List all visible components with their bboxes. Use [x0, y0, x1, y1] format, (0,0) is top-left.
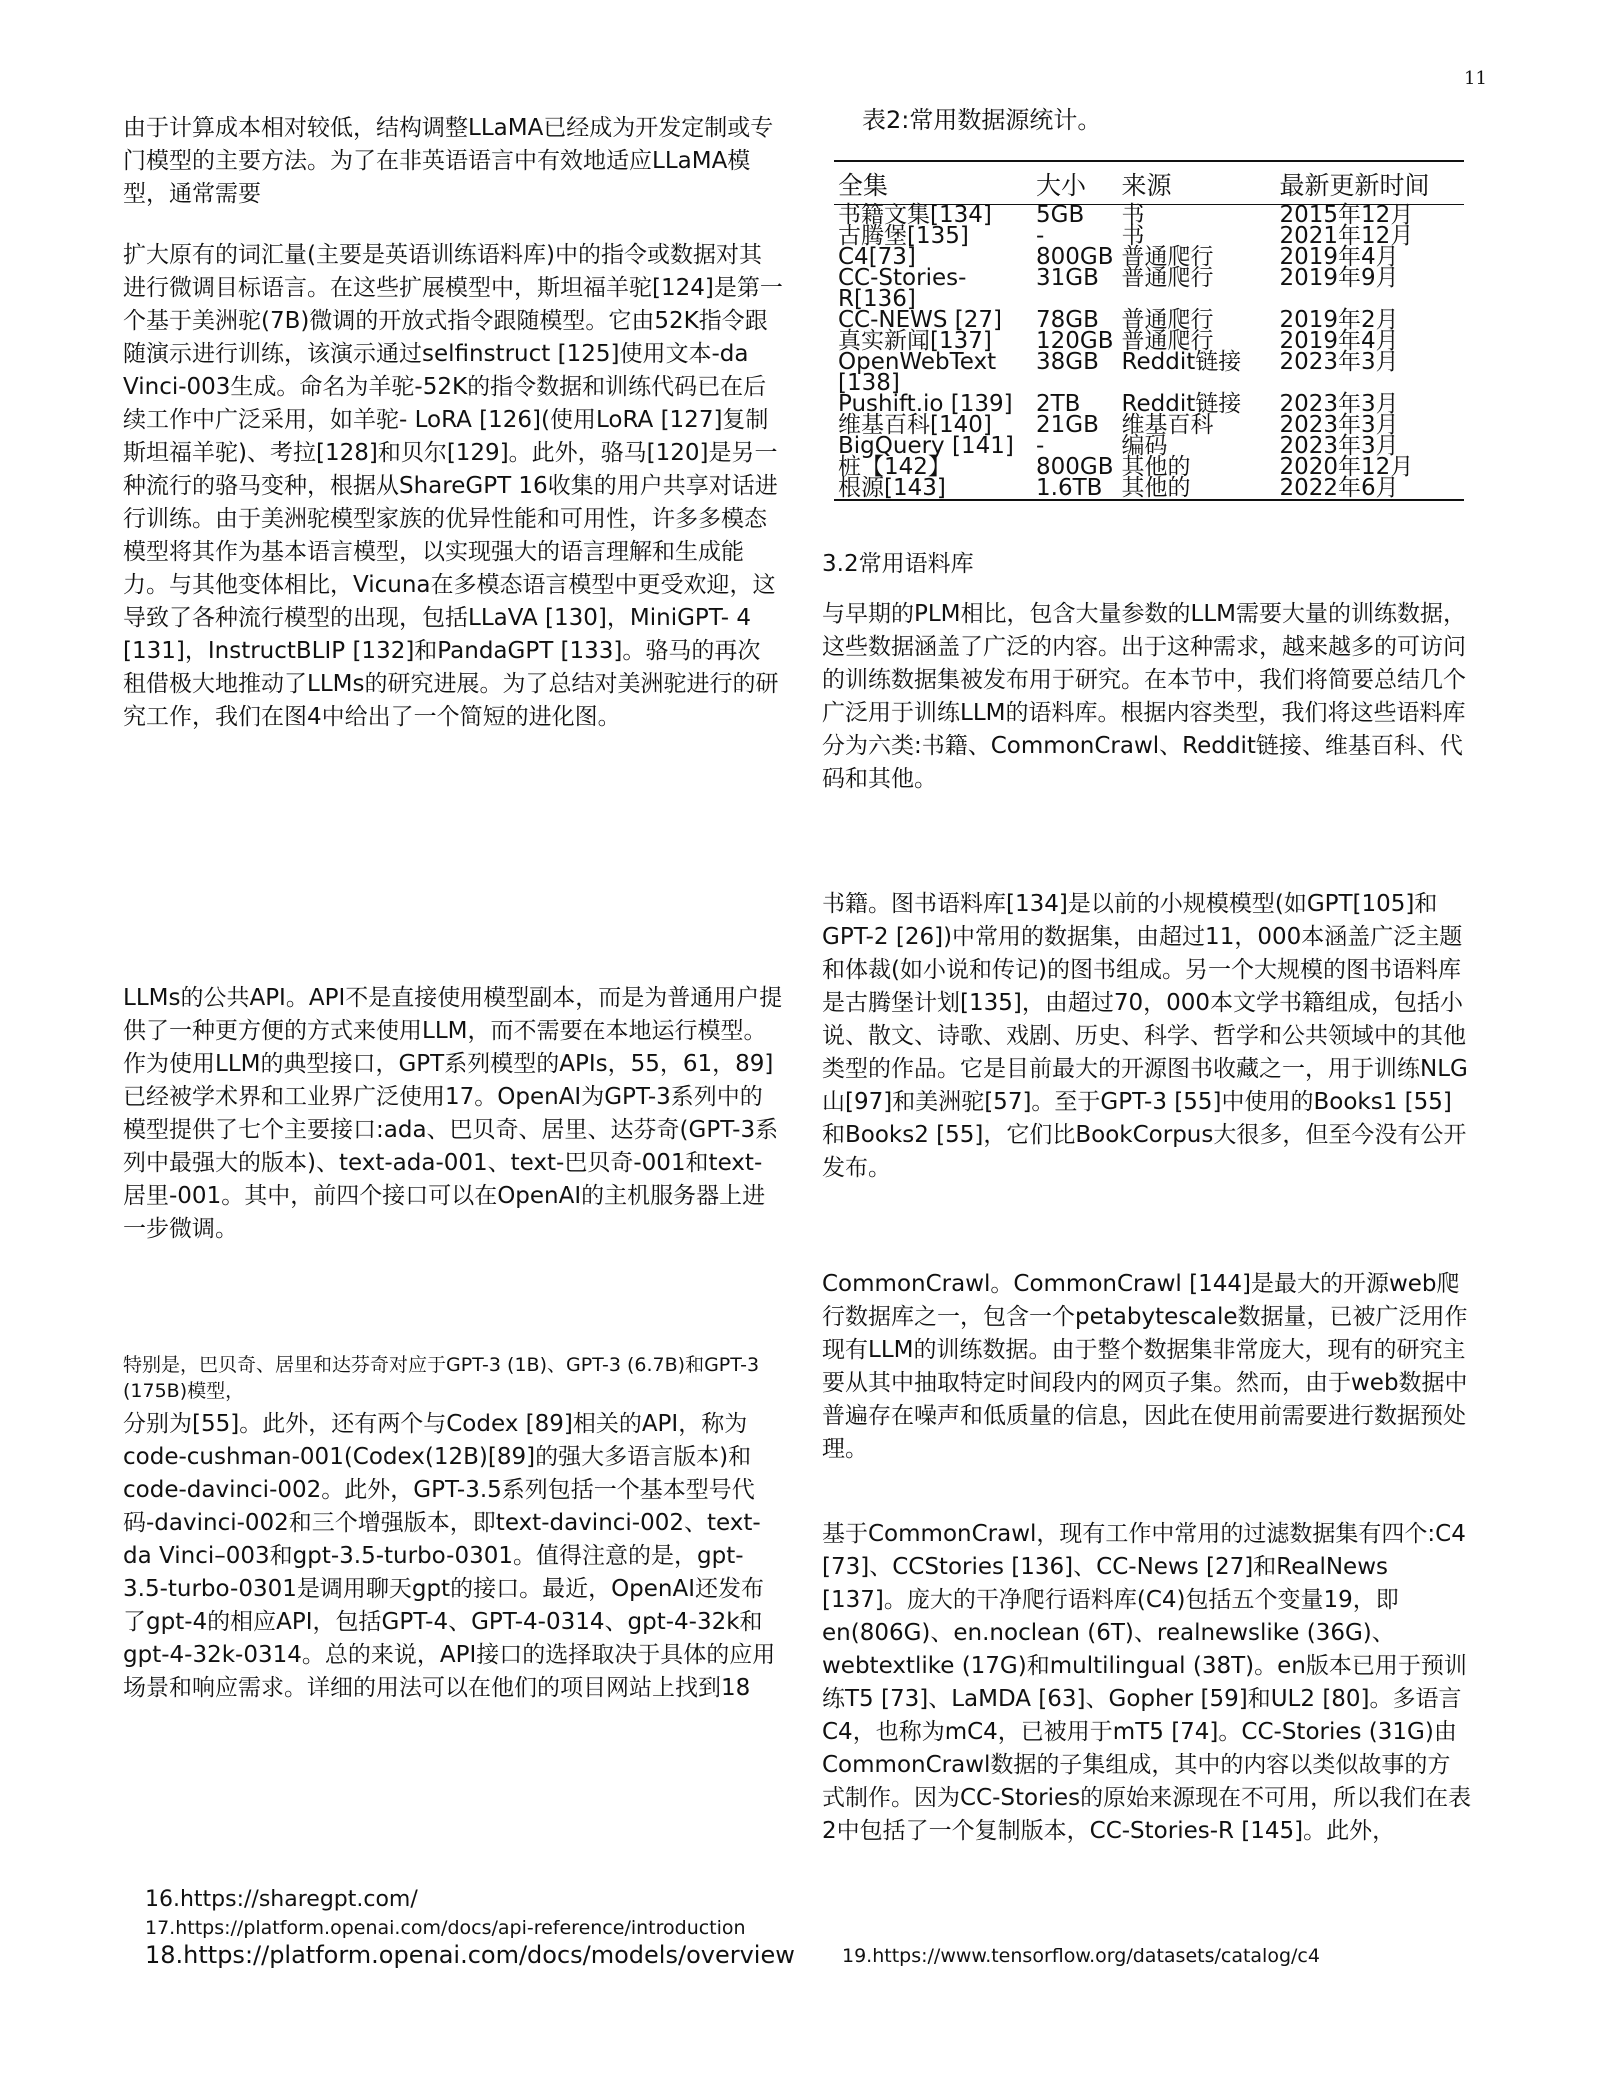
left-column-api	[123, 982, 783, 1246]
specifically-paragraph: 特别是，巴贝奇、居里和达芬奇对应于GPT-3 (1B)、GPT-3 (6.7B)和GPT-3 (175B)模型，	[123, 1354, 760, 1402]
left-column-codex	[123, 1352, 783, 1705]
right-column-corpora	[822, 548, 1472, 796]
table-cell: 5GB	[1036, 202, 1085, 228]
table-row	[834, 352, 1464, 394]
api-paragraph: LLMs的公共API。API不是直接使用模型副本，而是为普通用户提供了一种更方便的方式来使用LLM，而不需要在本地运行模型。作为使用LLM的典型接口，GPT系列模型的APIs，55，61，89]已经被学术界和工业界广泛使用17。OpenAI为GPT-3系列中的模型提供了七个主要接口:ada、巴贝奇、居里、达芬奇(GPT-3系列中最强大的版本)、text-ada-001、text-巴贝奇-001和text-居里-001。其中，前四个接口可以在OpenAI的主机服务器上进一步微调。	[123, 985, 783, 1242]
table-cell: 普通爬行	[1121, 328, 1214, 354]
table-cell: 2023年3月	[1279, 412, 1399, 438]
right-column-filtered	[822, 1518, 1472, 1848]
table-cell: CC-NEWS [27]	[838, 307, 1003, 333]
table-cell: -	[1036, 433, 1045, 459]
table-cell: 21GB	[1036, 412, 1099, 438]
table-cell: 其他的	[1121, 454, 1191, 480]
books-paragraph: 书籍。图书语料库[134]是以前的小规模模型(如GPT[105]和GPT-2 [26])中常用的数据集，由超过11，000本涵盖广泛主题和体裁(如小说和传记)的图书组成。另一个大规模的图书语料库是古腾堡计划[135]，由超过70，000本文学书籍组成，包括小说、散文、诗歌、戏剧、历史、科学、哲学和公共领域中的其他类型的作品。它是目前最大的开源图书收藏之一，用于训练NLG山[97]和美洲驼[57]。至于GPT-3 [55]中使用的Books1 [55]和Books2 [55]，它们比BookCorpus大很多，但至今没有公开发布。	[822, 891, 1468, 1181]
commoncrawl-paragraph: CommonCrawl。CommonCrawl [144]是最大的开源web爬行数据库之一，包含一个petabytescale数据量，已被广泛用作现有LLM的训练数据。由于整个数据集非常庞大，现有的研究主要从其中抽取特定时间段内的网页子集。然而，由于web数据中普遍存在噪声和低质量的信息，因此在使用前需要进行数据预处理。	[822, 1271, 1468, 1462]
table-cell: -	[1036, 223, 1045, 249]
footnote-18: 18.https://platform.openai.com/docs/models/overview	[145, 1941, 795, 1969]
table-cell: 2020年12月	[1279, 454, 1414, 480]
table-cell: 编码	[1121, 433, 1168, 459]
table-cell: 2015年12月	[1279, 202, 1414, 228]
table-cell: 800GB	[1036, 454, 1114, 480]
right-column-commoncrawl	[822, 1268, 1472, 1466]
table-cell: BigQuery [141]	[838, 433, 1014, 459]
table-cell: Reddit链接	[1121, 349, 1242, 375]
codex-paragraph: 分别为[55]。此外，还有两个与Codex [89]相关的API，称为code-cushman-001(Codex(12B)[89]的强大多语言版本)和code-davinci-002。此外，GPT-3.5系列包括一个基本型号代码-davinci-002和三个增强版本，即text-davinci-002、text-da Vinci–003和gpt-3.5-turbo-0301。值得注意的是，gpt-3.5-turbo-0301是调用聊天gpt的接口。最近，OpenAI还发布了gpt-4的相应API，包括GPT-4、GPT-4-0314、gpt-4-32k和gpt-4-32k-0314。总的来说，API接口的选择取决于具体的应用场景和响应需求。详细的用法可以在他们的项目网站上找到18	[123, 1411, 776, 1701]
table-cell: 1.6TB	[1036, 475, 1103, 501]
table-caption: 表2:常用数据源统计。	[862, 106, 1102, 134]
table-cell: 2023年3月	[1279, 433, 1399, 459]
table-cell: 普通爬行	[1121, 244, 1214, 270]
table-cell: OpenWebText [138]	[838, 349, 997, 396]
table-cell: 书籍文集[134]	[838, 202, 992, 228]
table-cell: C4[73]	[838, 244, 916, 270]
table-header-row	[834, 161, 1464, 205]
table-cell: 800GB	[1036, 244, 1114, 270]
table-cell: 2TB	[1036, 391, 1081, 417]
table-cell: 2019年4月	[1279, 328, 1399, 354]
table-cell: 书	[1121, 223, 1145, 249]
table-row	[834, 478, 1464, 500]
table-cell: 2023年3月	[1279, 391, 1399, 417]
table-cell: 2022年6月	[1279, 475, 1399, 501]
table-cell: Pushift.io [139]	[838, 391, 1013, 417]
footnote-19: 19.https://www.tensorflow.org/datasets/catalog/c4	[842, 1945, 1320, 1967]
table-cell: 桩【142】	[838, 454, 951, 480]
table-cell: 维基百科[140]	[838, 412, 992, 438]
table-header: 最新更新时间	[1276, 161, 1464, 205]
table-cell: 31GB	[1036, 265, 1099, 291]
table-cell: 真实新闻[137]	[838, 328, 992, 354]
intro-paragraph: 由于计算成本相对较低，结构调整LLaMA已经成为开发定制或专门模型的主要方法。为了在非英语语言中有效地适应LLaMA模型，通常需要	[123, 115, 774, 207]
section-title: 3.2常用语料库	[822, 551, 974, 577]
right-column-books	[822, 888, 1472, 1185]
table-cell: 2021年12月	[1279, 223, 1414, 249]
table-cell: 78GB	[1036, 307, 1099, 333]
table-header: 大小	[1032, 161, 1118, 205]
table-cell: 根源[143]	[838, 475, 946, 501]
corpora-intro-paragraph: 与早期的PLM相比，包含大量参数的LLM需要大量的训练数据，这些数据涵盖了广泛的内容。出于这种需求，越来越多的可访问的训练数据集被发布用于研究。在本节中，我们将简要总结几个广泛用于训练LLM的语料库。根据内容类型，我们将这些语料库分为六类:书籍、CommonCrawl、Reddit链接、维基百科、代码和其他。	[822, 601, 1466, 792]
table-cell: 其他的	[1121, 475, 1191, 501]
data-source-table	[834, 160, 1464, 501]
table-cell: 2019年9月	[1279, 265, 1399, 291]
footnote-16: 16.https://sharegpt.com/	[145, 1887, 418, 1912]
table-cell: 2023年3月	[1279, 349, 1399, 375]
vocab-paragraph: 扩大原有的词汇量(主要是英语训练语料库)中的指令或数据对其进行微调目标语言。在这些扩展模型中，斯坦福羊驼[124]是第一个基于美洲驼(7B)微调的开放式指令跟随模型。它由52K指令跟随演示进行训练，该演示通过selfinstruct [125]使用文本-da Vinci-003生成。命名为羊驼-52K的指令数据和训练代码已在后续工作中广泛采用，如羊驼- LoRA [126](使用LoRA [127]复制斯坦福羊驼)、考拉[128]和贝尔[129]。此外，骆马[120]是另一种流行的骆马变种，根据从ShareGPT 16收集的用户共享对话进行训练。由于美洲驼模型家族的优异性能和可用性，许多多模态模型将其作为基本语言模型，以实现强大的语言理解和生成能力。与其他变体相比，Vicuna在多模态语言模型中更受欢迎，这导致了各种流行模型的出现，包括LLaVA [130]，MiniGPT- 4 [131]，InstructBLIP [132]和PandaGPT [133]。骆马的再次租借极大地推动了LLMs的研究进展。为了总结对美洲驼进行的研究工作，我们在图4中给出了一个简短的进化图。	[123, 242, 783, 730]
table-cell: 2019年2月	[1279, 307, 1399, 333]
table-header: 全集	[834, 161, 1032, 205]
table-cell: 维基百科	[1121, 412, 1214, 438]
page-number: 11	[1464, 68, 1487, 89]
footnote-17: 17.https://platform.openai.com/docs/api-reference/introduction	[145, 1917, 746, 1939]
left-column	[123, 112, 783, 734]
table-cell: 古腾堡[135]	[838, 223, 969, 249]
table-header: 来源	[1118, 161, 1276, 205]
table-cell: 普通爬行	[1121, 307, 1214, 333]
table-body	[834, 202, 1464, 501]
table-cell: 普通爬行	[1121, 265, 1214, 291]
table-cell: 120GB	[1036, 328, 1114, 354]
table-cell: CC-Stories-R[136]	[838, 265, 967, 312]
table-row	[834, 268, 1464, 310]
table-cell: 2019年4月	[1279, 244, 1399, 270]
table-cell: 38GB	[1036, 349, 1099, 375]
table-cell: Reddit链接	[1121, 391, 1242, 417]
filtered-datasets-paragraph: 基于CommonCrawl，现有工作中常用的过滤数据集有四个:C4 [73]、CCStories [136]、CC-News [27]和RealNews [137]。庞大的干净爬行语料库(C4)包括五个变量19，即en(806G)、en.noclean (6T)、realnewslike (36G)、webtextlike (17G)和multilingual (38T)。en版本已用于预训练T5 [73]、LaMDA [63]、Gopher [59]和UL2 [80]。多语言C4，也称为mC4，已被用于mT5 [74]。CC-Stories (31G)由CommonCrawl数据的子集组成，其中的内容以类似故事的方式制作。因为CC-Stories的原始来源现在不可用，所以我们在表2中包括了一个复制版本，CC-Stories-R [145]。此外，	[822, 1521, 1472, 1844]
table-cell: 书	[1121, 202, 1145, 228]
